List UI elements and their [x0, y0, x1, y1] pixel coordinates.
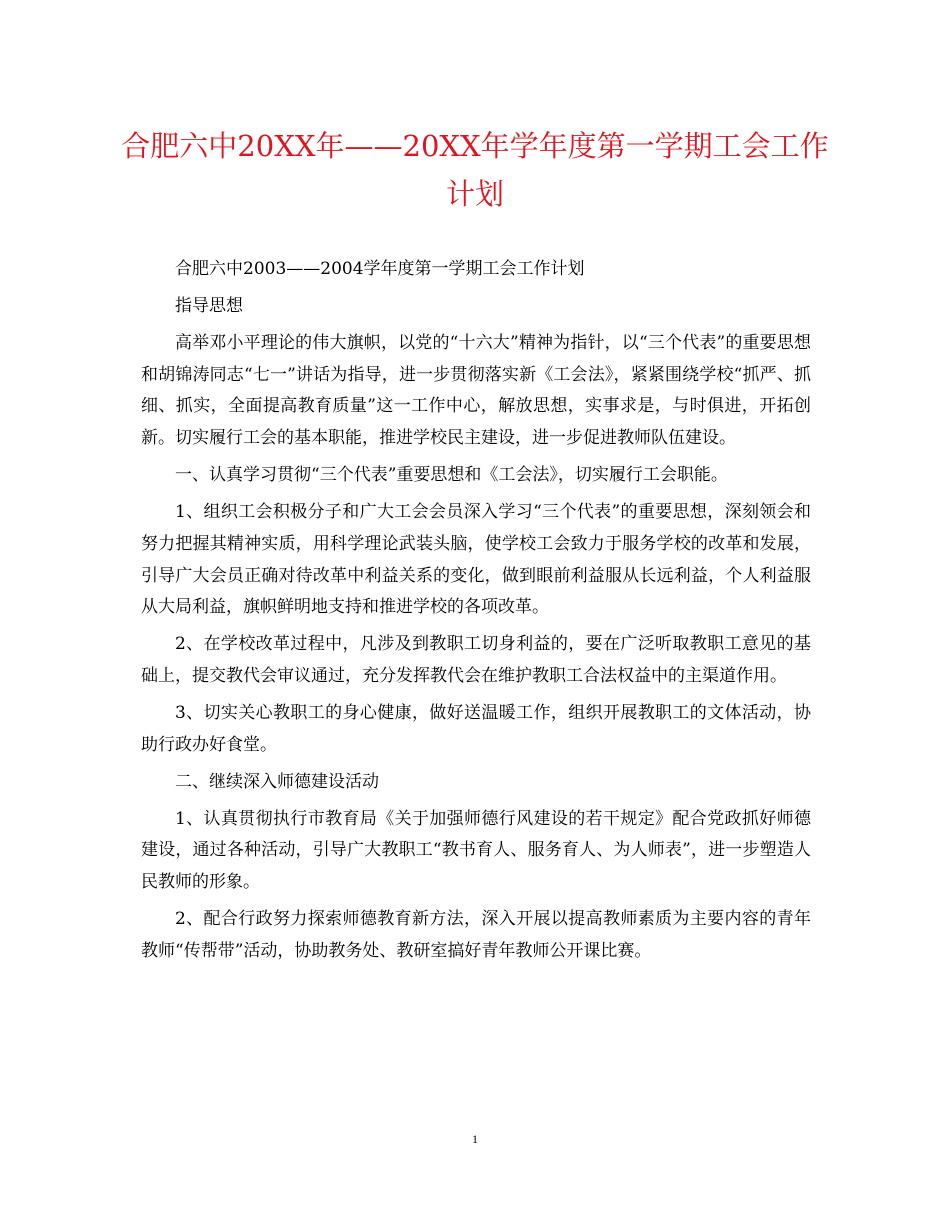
document-title: 合肥六中20XX年——20XX年学年度第一学期工会工作计划 — [121, 129, 829, 211]
paragraph-section-two-item-1: 1、认真贯彻执行市教育局《关于加强师德行风建设的若干规定》配合党政抓好师德建设，通过各种活动，引导广大教职工“教书育人、服务育人、为人师表”，进一步塑造人民教师的形象。 — [141, 808, 811, 893]
paragraph-heading-guiding-thought: 指导思想 — [175, 296, 243, 316]
page-number: 1 — [472, 1132, 478, 1146]
paragraph-section-one-item-1: 1、组织工会积极分子和广大工会会员深入学习“三个代表”的重要思想，深刻领会和努力把握其精神实质，用科学理论武装头脑，使学校工会致力于服务学校的改革和发展，引导广大会员正确对待改革中利益关系的变化，做到眼前利益服从长远利益，个人利益服从大局利益，旗帜鲜明地支持和推进学校的各项改革。 — [141, 502, 811, 618]
paragraph-section-two-item-2: 2、配合行政努力探索师德教育新方法，深入开展以提高教师素质为主要内容的青年教师“传帮带”活动，协助教务处、教研室搞好青年教师公开课比赛。 — [141, 909, 811, 961]
paragraph-section-one-item-2: 2、在学校改革过程中，凡涉及到教职工切身利益的，要在广泛听取教职工意见的基础上，提交教代会审议通过，充分发挥教代会在维护教职工合法权益中的主渠道作用。 — [141, 634, 811, 686]
document-body — [141, 254, 811, 973]
paragraph-section-two-heading: 二、继续深入师德建设活动 — [175, 771, 379, 792]
paragraph-subtitle: 合肥六中2003——2004学年度第一学期工会工作计划 — [175, 259, 585, 279]
paragraph-section-one-heading: 一、认真学习贯彻“三个代表”重要思想和《工会法》，切实履行工会职能。 — [175, 465, 728, 486]
paragraph-section-one-item-3: 3、切实关心教职工的身心健康，做好送温暖工作，组织开展教职工的文体活动，协助行政办好食堂。 — [141, 702, 811, 755]
paragraph-guiding-thought: 高举邓小平理论的伟大旗帜，以党的“十六大”精神为指针，以“三个代表”的重要思想和胡锦涛同志“七一”讲话为指导，进一步贯彻落实新《工会法》，紧紧围绕学校“抓严、抓细、抓实，全面提高教育质量”这一工作中心，解放思想，实事求是，与时俱进，开拓创新。切实履行工会的基本职能，推进学校民主建设，进一步促进教师队伍建设。 — [141, 333, 811, 449]
